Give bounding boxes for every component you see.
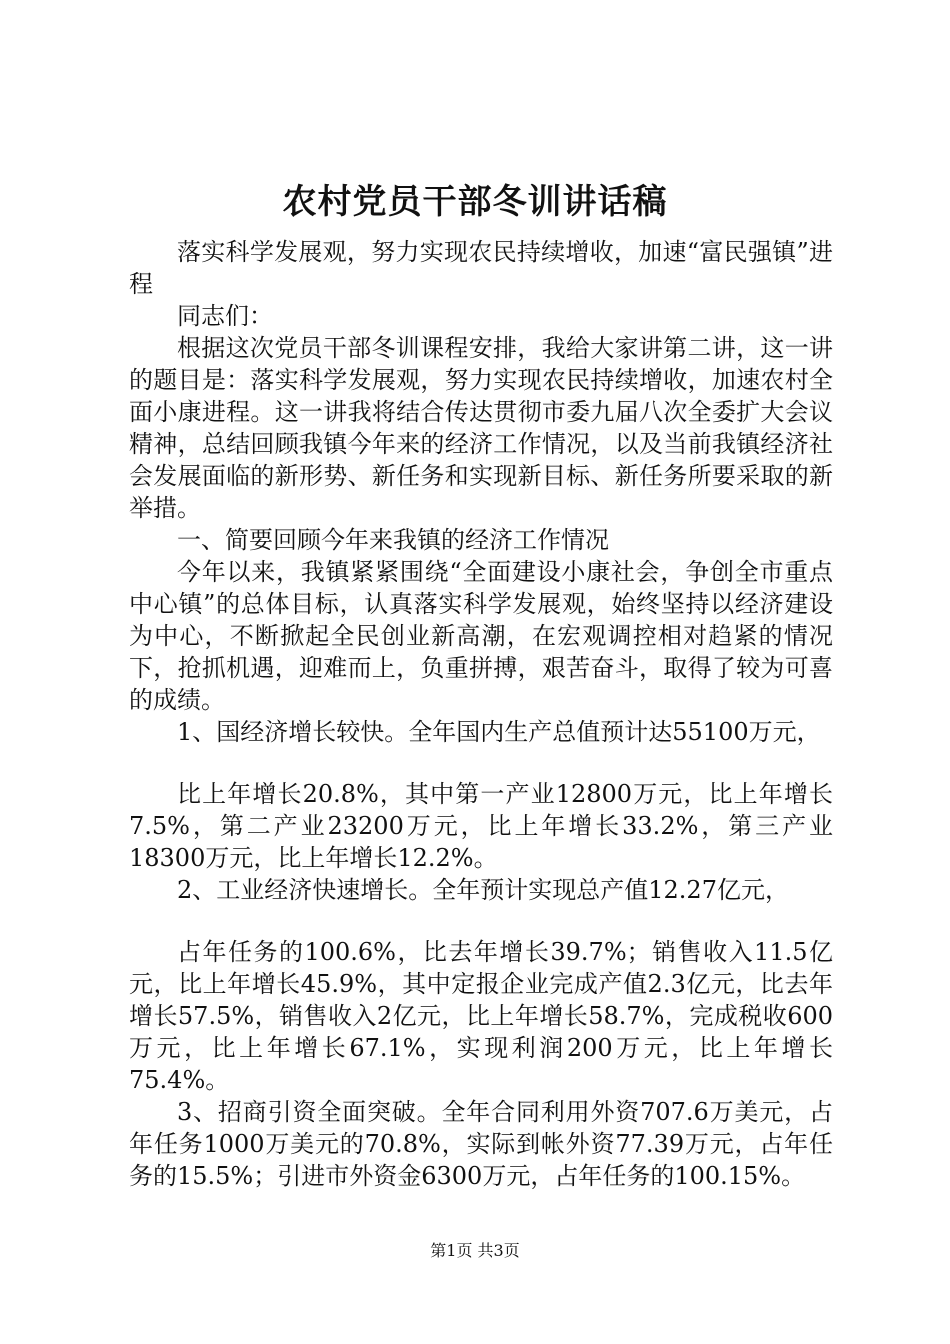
intro-paragraph: 根据这次党员干部冬训课程安排，我给大家讲第二讲，这一讲的题目是：落实科学发展观，努力实现农民持续增收，加速农村全面小康进程。这一讲我将结合传达贯彻市委九届八次全委扩大会议精神，总结回顾我镇今年来的经济工作情况，以及当前我镇经济社会发展面临的新形势、新任务和实现新目标、新任务所要采取的新举措。 xyxy=(129,334,833,522)
document-body xyxy=(129,236,833,1192)
page-footer: 第1页 共3页 xyxy=(430,1241,520,1260)
item-1-heading: 1、国经济增长较快。全年国内生产总值预计达55100万元， xyxy=(177,718,821,746)
item-3-paragraph: 3、招商引资全面突破。全年合同利用外资707.6万美元，占年任务1000万美元的70.8%，实际到帐外资77.39万元，占年任务的15.5%；引进市外资金6300万元，占年任务的100.15%。 xyxy=(129,1098,833,1190)
review-paragraph: 今年以来，我镇紧紧围绕“全面建设小康社会，争创全市重点中心镇”的总体目标，认真落实科学发展观，始终坚持以经济建设为中心，不断掀起全民创业新高潮，在宏观调控相对趋紧的情况下，抢抓机遇，迎难而上，负重拼搏，艰苦奋斗，取得了较为可喜的成绩。 xyxy=(129,558,833,714)
paragraph-gap xyxy=(129,748,833,778)
section-heading: 一、简要回顾今年来我镇的经济工作情况 xyxy=(177,526,609,554)
paragraph-gap xyxy=(129,906,833,936)
salutation-paragraph: 同志们： xyxy=(177,302,273,330)
item-2-body: 占年任务的100.6%，比去年增长39.7%；销售收入11.5亿元，比上年增长45.9%，其中定报企业完成产值2.3亿元，比去年增长57.5%，销售收入2亿元，比上年增长58.7%，完成税收600万元，比上年增长67.1%，实现利润200万元，比上年增长75.4%。 xyxy=(129,938,833,1094)
item-2-heading: 2、工业经济快速增长。全年预计实现总产值12.27亿元， xyxy=(177,876,789,904)
subtitle-paragraph: 落实科学发展观，努力实现农民持续增收，加速“富民强镇”进程 xyxy=(129,238,833,298)
document-title: 农村党员干部冬训讲话稿 xyxy=(282,182,668,222)
item-1-body: 比上年增长20.8%，其中第一产业12800万元，比上年增长7.5%，第二产业23200万元，比上年增长33.2%，第三产业18300万元，比上年增长12.2%。 xyxy=(129,780,833,872)
